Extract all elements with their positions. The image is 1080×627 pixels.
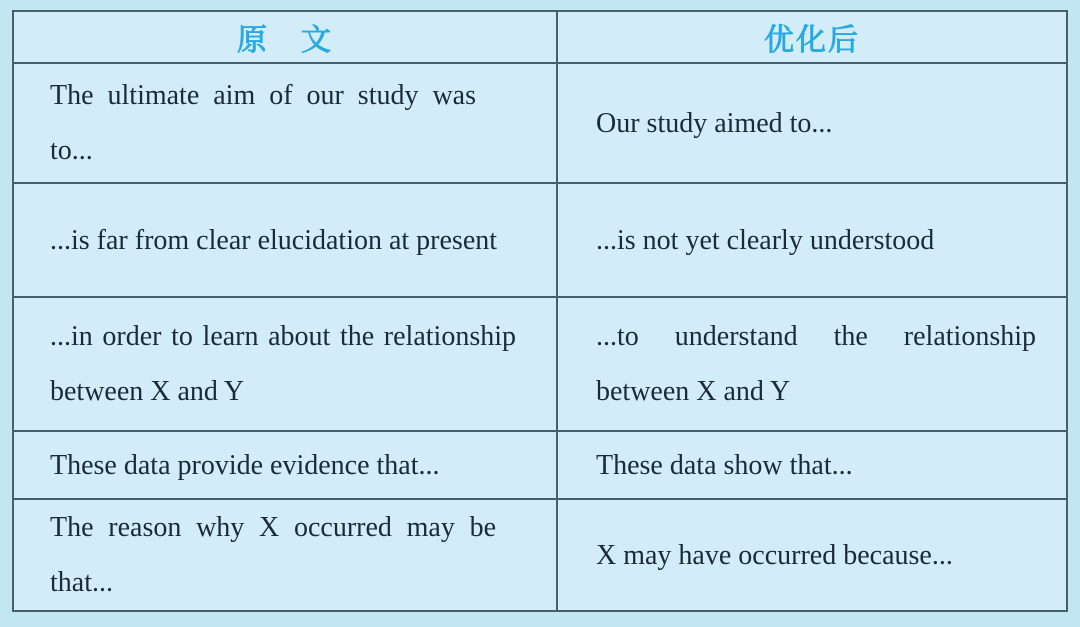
phrase-comparison-table: [12, 10, 1068, 612]
table-row: [13, 297, 1067, 431]
table-row: [13, 63, 1067, 183]
optimized-text-cell: ...is not yet clearly understood: [557, 183, 1067, 297]
table-row: [13, 499, 1067, 611]
optimized-text-cell: These data show that...: [557, 431, 1067, 499]
original-text-cell: ...is far from clear elucidation at present: [13, 183, 557, 297]
original-text-cell: ...in order to learn about the relationship between X and Y: [13, 297, 557, 431]
optimized-text-cell: ...to understand the relationship between X and Y: [557, 297, 1067, 431]
optimized-text-cell: Our study aimed to...: [557, 63, 1067, 183]
optimized-text-cell: X may have occurred because...: [557, 499, 1067, 611]
column-header-optimized: 优化后: [557, 11, 1067, 63]
table-row: [13, 183, 1067, 297]
table-header-row: [13, 11, 1067, 63]
original-text-cell: The ultimate aim of our study was to...: [13, 63, 557, 183]
original-text-cell: The reason why X occurred may be that...: [13, 499, 557, 611]
table-row: [13, 431, 1067, 499]
column-header-original: 原 文: [13, 11, 557, 63]
original-text-cell: These data provide evidence that...: [13, 431, 557, 499]
